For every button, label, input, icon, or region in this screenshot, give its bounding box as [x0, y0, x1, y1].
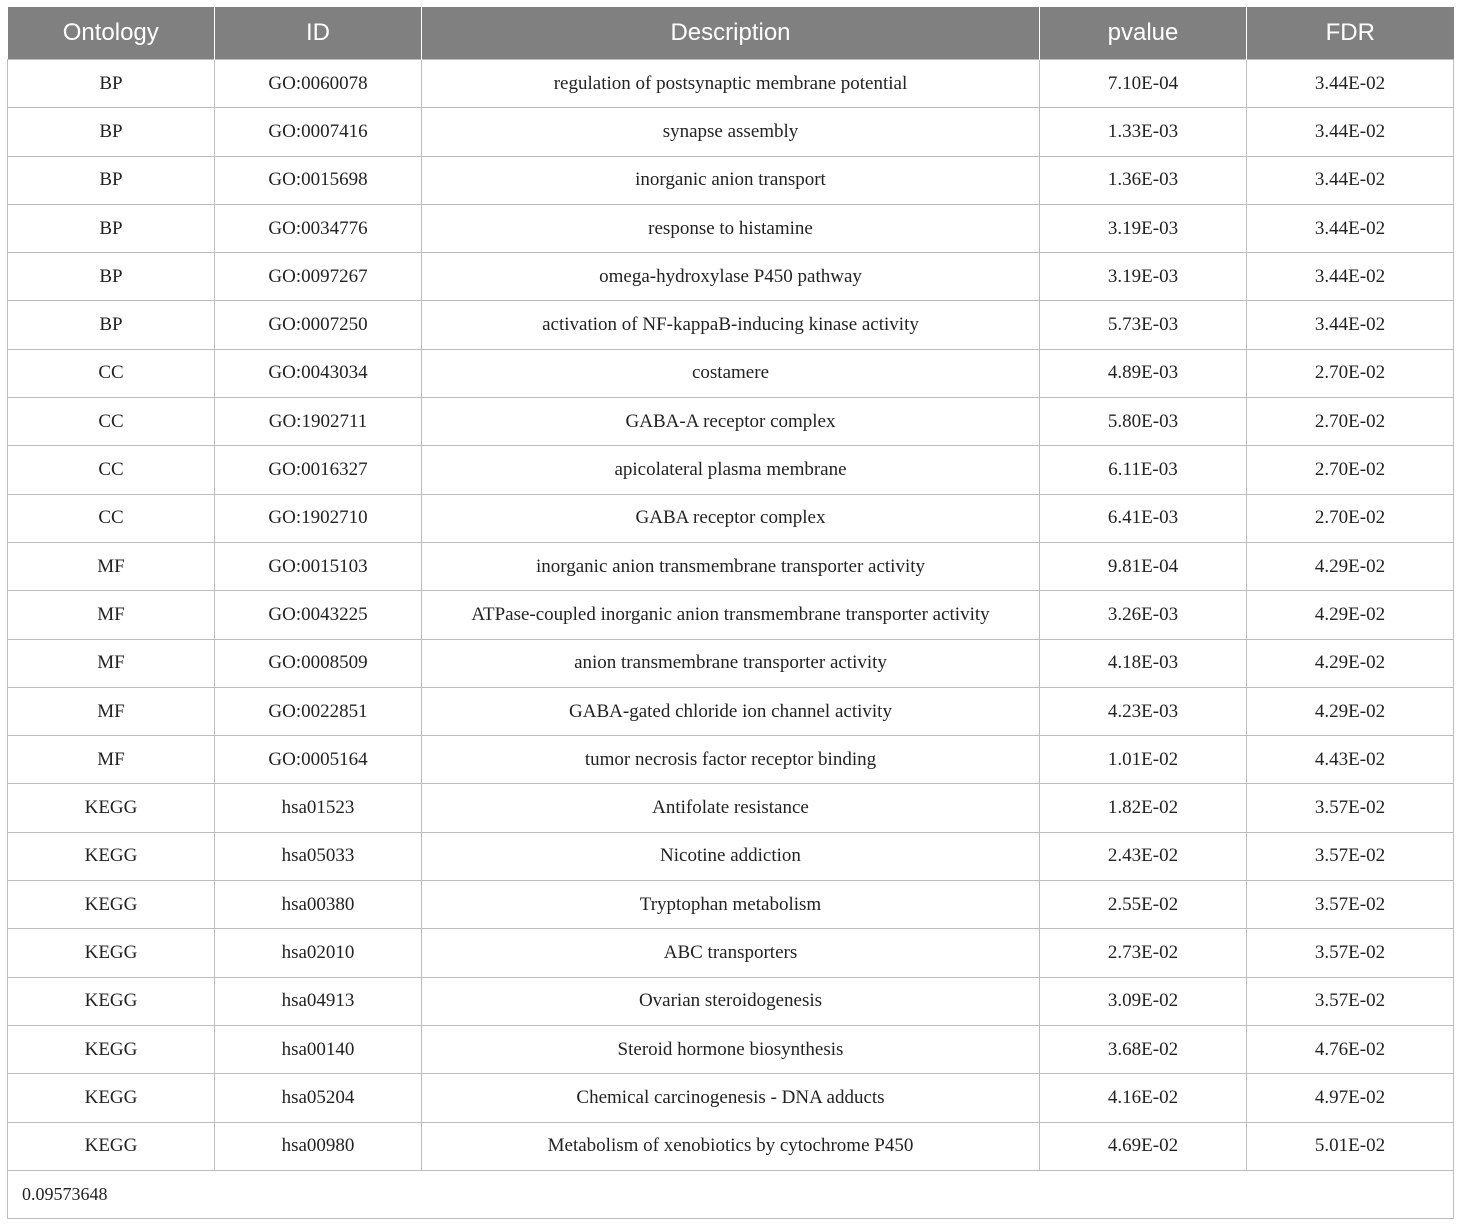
cell-fdr: 4.76E-02	[1247, 1025, 1454, 1073]
cell-ontology: KEGG	[8, 1122, 215, 1170]
cell-fdr: 4.29E-02	[1247, 687, 1454, 735]
table-row	[8, 832, 1454, 880]
cell-fdr: 4.43E-02	[1247, 736, 1454, 784]
cell-fdr: 2.70E-02	[1247, 494, 1454, 542]
table-row	[8, 156, 1454, 204]
cell-pvalue: 2.55E-02	[1040, 881, 1247, 929]
cell-fdr: 3.44E-02	[1247, 108, 1454, 156]
table-row	[8, 687, 1454, 735]
cell-id: GO:0007416	[215, 108, 422, 156]
cell-fdr: 3.57E-02	[1247, 977, 1454, 1025]
cell-description: inorganic anion transmembrane transporter activity	[422, 542, 1040, 590]
table-row	[8, 591, 1454, 639]
cell-id: hsa02010	[215, 929, 422, 977]
cell-pvalue: 2.73E-02	[1040, 929, 1247, 977]
cell-pvalue: 3.19E-03	[1040, 204, 1247, 252]
cell-fdr: 4.97E-02	[1247, 1074, 1454, 1122]
cell-fdr: 3.44E-02	[1247, 253, 1454, 301]
cell-fdr: 3.44E-02	[1247, 204, 1454, 252]
enrichment-table	[7, 7, 1454, 1219]
header-id: ID	[215, 7, 422, 60]
header-fdr: FDR	[1247, 7, 1454, 60]
cell-ontology: MF	[8, 736, 215, 784]
cell-ontology: KEGG	[8, 977, 215, 1025]
cell-fdr: 3.57E-02	[1247, 929, 1454, 977]
header-ontology: Ontology	[8, 7, 215, 60]
table-row	[8, 1074, 1454, 1122]
table-row	[8, 60, 1454, 108]
cell-ontology: KEGG	[8, 1025, 215, 1073]
cell-ontology: BP	[8, 204, 215, 252]
table-header	[8, 7, 1454, 60]
cell-description: Tryptophan metabolism	[422, 881, 1040, 929]
cell-description: regulation of postsynaptic membrane potential	[422, 60, 1040, 108]
cell-ontology: KEGG	[8, 832, 215, 880]
cell-id: GO:0022851	[215, 687, 422, 735]
cell-fdr: 3.57E-02	[1247, 881, 1454, 929]
cell-fdr: 3.44E-02	[1247, 60, 1454, 108]
header-description: Description	[422, 7, 1040, 60]
cell-pvalue: 7.10E-04	[1040, 60, 1247, 108]
cell-description: GABA-A receptor complex	[422, 398, 1040, 446]
header-row	[8, 7, 1454, 60]
cell-description: Ovarian steroidogenesis	[422, 977, 1040, 1025]
cell-fdr: 3.44E-02	[1247, 156, 1454, 204]
cell-pvalue: 3.26E-03	[1040, 591, 1247, 639]
cell-description: Chemical carcinogenesis - DNA adducts	[422, 1074, 1040, 1122]
cell-id: GO:0015103	[215, 542, 422, 590]
table-row	[8, 398, 1454, 446]
cell-ontology: KEGG	[8, 881, 215, 929]
cell-pvalue: 4.18E-03	[1040, 639, 1247, 687]
cell-description: synapse assembly	[422, 108, 1040, 156]
cell-ontology: KEGG	[8, 1074, 215, 1122]
cell-fdr: 4.29E-02	[1247, 639, 1454, 687]
cell-id: GO:0007250	[215, 301, 422, 349]
cell-fdr: 3.57E-02	[1247, 784, 1454, 832]
cell-ontology: MF	[8, 591, 215, 639]
cell-id: GO:0008509	[215, 639, 422, 687]
cell-id: GO:0097267	[215, 253, 422, 301]
cell-pvalue: 9.81E-04	[1040, 542, 1247, 590]
table-row	[8, 1025, 1454, 1073]
cell-fdr: 5.01E-02	[1247, 1122, 1454, 1170]
cell-id: hsa04913	[215, 977, 422, 1025]
cell-description: apicolateral plasma membrane	[422, 446, 1040, 494]
cell-pvalue: 1.33E-03	[1040, 108, 1247, 156]
table-row	[8, 301, 1454, 349]
table-row	[8, 542, 1454, 590]
cell-id: GO:0016327	[215, 446, 422, 494]
table-row	[8, 784, 1454, 832]
cell-fdr: 4.29E-02	[1247, 591, 1454, 639]
table-row	[8, 204, 1454, 252]
cell-id: GO:0043034	[215, 349, 422, 397]
cell-description: GABA-gated chloride ion channel activity	[422, 687, 1040, 735]
cell-ontology: BP	[8, 253, 215, 301]
cell-ontology: BP	[8, 301, 215, 349]
cell-ontology: KEGG	[8, 784, 215, 832]
table-row	[8, 977, 1454, 1025]
cell-description: Metabolism of xenobiotics by cytochrome P450	[422, 1122, 1040, 1170]
cell-pvalue: 5.73E-03	[1040, 301, 1247, 349]
cell-pvalue: 3.68E-02	[1040, 1025, 1247, 1073]
cell-pvalue: 4.69E-02	[1040, 1122, 1247, 1170]
cell-id: hsa05204	[215, 1074, 422, 1122]
cell-id: hsa00140	[215, 1025, 422, 1073]
table-row	[8, 881, 1454, 929]
cell-id: GO:0015698	[215, 156, 422, 204]
cell-id: hsa05033	[215, 832, 422, 880]
cell-pvalue: 3.19E-03	[1040, 253, 1247, 301]
table-row	[8, 446, 1454, 494]
cell-pvalue: 4.89E-03	[1040, 349, 1247, 397]
table-row	[8, 108, 1454, 156]
table-row	[8, 929, 1454, 977]
cell-ontology: KEGG	[8, 929, 215, 977]
cell-fdr: 2.70E-02	[1247, 349, 1454, 397]
cell-ontology: MF	[8, 542, 215, 590]
cell-id: GO:1902711	[215, 398, 422, 446]
cell-fdr: 4.29E-02	[1247, 542, 1454, 590]
cell-id: GO:0034776	[215, 204, 422, 252]
cell-pvalue: 6.41E-03	[1040, 494, 1247, 542]
cell-ontology: BP	[8, 60, 215, 108]
table-row	[8, 253, 1454, 301]
cell-description: Steroid hormone biosynthesis	[422, 1025, 1040, 1073]
cell-fdr: 3.57E-02	[1247, 832, 1454, 880]
cell-ontology: CC	[8, 446, 215, 494]
cell-pvalue: 1.82E-02	[1040, 784, 1247, 832]
table-body	[8, 60, 1454, 1219]
cell-ontology: BP	[8, 108, 215, 156]
cell-pvalue: 3.09E-02	[1040, 977, 1247, 1025]
cell-fdr: 2.70E-02	[1247, 398, 1454, 446]
cell-ontology: MF	[8, 639, 215, 687]
cell-pvalue: 4.23E-03	[1040, 687, 1247, 735]
cell-description: inorganic anion transport	[422, 156, 1040, 204]
cell-fdr: 2.70E-02	[1247, 446, 1454, 494]
cell-description: ATPase-coupled inorganic anion transmembrane transporter activity	[422, 591, 1040, 639]
cell-id: GO:0043225	[215, 591, 422, 639]
cell-ontology: MF	[8, 687, 215, 735]
cell-description: response to histamine	[422, 204, 1040, 252]
cell-id: hsa01523	[215, 784, 422, 832]
cell-pvalue: 2.43E-02	[1040, 832, 1247, 880]
footnote-row	[8, 1170, 1454, 1218]
cell-description: anion transmembrane transporter activity	[422, 639, 1040, 687]
cell-id: GO:0005164	[215, 736, 422, 784]
cell-description: omega-hydroxylase P450 pathway	[422, 253, 1040, 301]
cell-description: GABA receptor complex	[422, 494, 1040, 542]
cell-pvalue: 1.01E-02	[1040, 736, 1247, 784]
cell-id: hsa00980	[215, 1122, 422, 1170]
cell-pvalue: 5.80E-03	[1040, 398, 1247, 446]
cell-pvalue: 6.11E-03	[1040, 446, 1247, 494]
table-row	[8, 1122, 1454, 1170]
cell-ontology: CC	[8, 398, 215, 446]
cell-description: Nicotine addiction	[422, 832, 1040, 880]
cell-ontology: CC	[8, 494, 215, 542]
cell-pvalue: 1.36E-03	[1040, 156, 1247, 204]
header-pvalue: pvalue	[1040, 7, 1247, 60]
table-row	[8, 639, 1454, 687]
cell-description: activation of NF-kappaB-inducing kinase activity	[422, 301, 1040, 349]
cell-description: Antifolate resistance	[422, 784, 1040, 832]
table-row	[8, 349, 1454, 397]
cell-ontology: CC	[8, 349, 215, 397]
table-footnote: 0.09573648	[8, 1170, 1454, 1218]
cell-pvalue: 4.16E-02	[1040, 1074, 1247, 1122]
table-row	[8, 494, 1454, 542]
table-row	[8, 736, 1454, 784]
cell-description: tumor necrosis factor receptor binding	[422, 736, 1040, 784]
cell-fdr: 3.44E-02	[1247, 301, 1454, 349]
cell-description: ABC transporters	[422, 929, 1040, 977]
cell-id: GO:1902710	[215, 494, 422, 542]
cell-id: hsa00380	[215, 881, 422, 929]
cell-description: costamere	[422, 349, 1040, 397]
cell-id: GO:0060078	[215, 60, 422, 108]
cell-ontology: BP	[8, 156, 215, 204]
